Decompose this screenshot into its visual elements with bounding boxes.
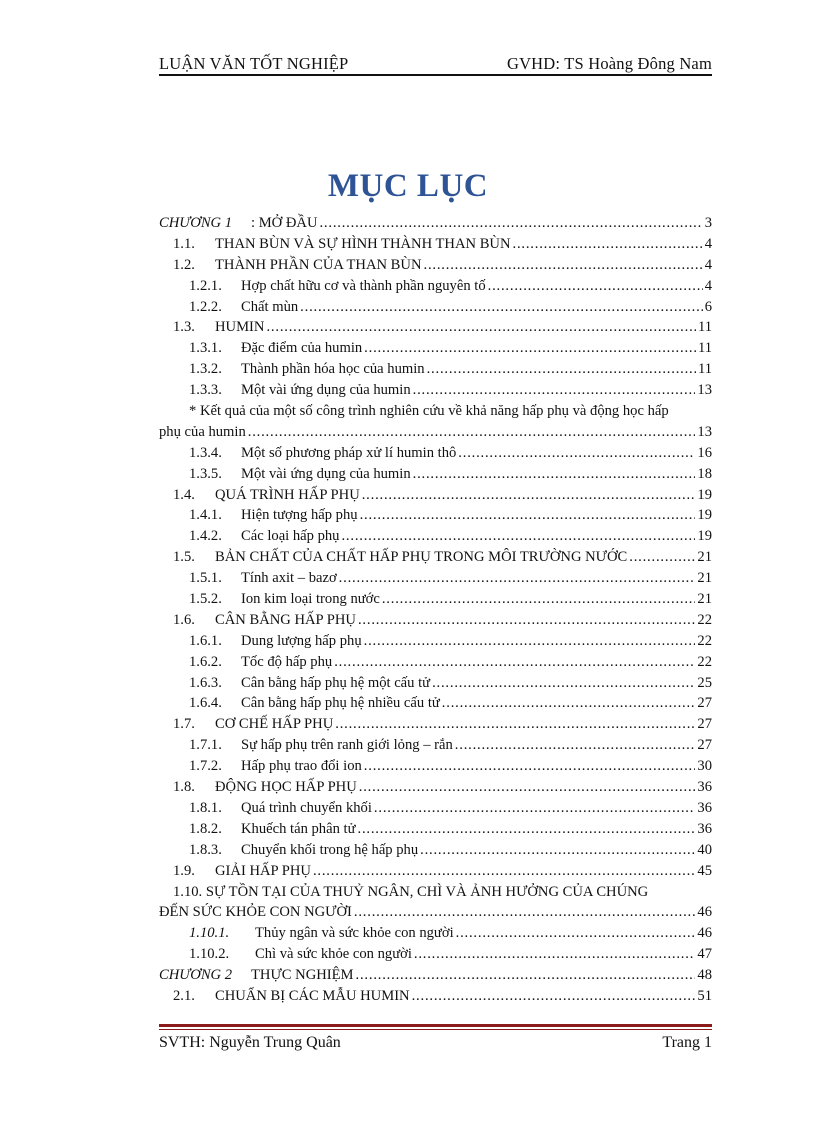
toc-entry-label: Một số phương pháp xử lí humin thô <box>241 444 457 461</box>
toc-entry-page: 22 <box>697 632 712 649</box>
toc-entry-number: 1.5. <box>173 549 195 566</box>
toc-leader-dots <box>458 443 695 464</box>
toc-entry[interactable] <box>159 255 712 276</box>
toc-entry-number: 1.1. <box>173 235 195 252</box>
toc-leader-dots <box>456 923 696 944</box>
toc-entry[interactable] <box>159 422 712 443</box>
toc-leader-dots <box>335 714 695 735</box>
toc-entry-number: 1.3. <box>173 319 195 336</box>
toc-entry[interactable] <box>159 505 712 526</box>
toc-entry[interactable] <box>159 547 712 568</box>
toc-entry[interactable] <box>159 798 712 819</box>
toc-entry[interactable] <box>159 526 712 547</box>
toc-entry-page: 36 <box>697 779 712 796</box>
toc-leader-dots <box>341 526 695 547</box>
toc-entry[interactable] <box>159 485 712 506</box>
toc-entry-label: Khuếch tán phân tử <box>241 820 356 837</box>
toc-entry-number: 1.9. <box>173 862 195 879</box>
toc-entry-page: 51 <box>697 987 712 1004</box>
toc-leader-dots <box>374 798 695 819</box>
toc-entry-label: phụ của humin <box>159 423 246 440</box>
toc-entry-number: 1.3.4. <box>189 444 222 461</box>
toc-entry-page: 18 <box>697 465 712 482</box>
toc-leader-dots <box>364 631 696 652</box>
page-title: MỤC LỤC <box>327 168 489 204</box>
toc-leader-dots <box>362 485 696 506</box>
toc-entry-number: CHƯƠNG 1 <box>159 215 233 231</box>
toc-entry[interactable] <box>159 317 712 338</box>
toc-entry-page: 47 <box>697 946 712 963</box>
toc-entry-page: 30 <box>697 758 712 775</box>
toc-entry-page: 6 <box>704 298 712 315</box>
toc-entry[interactable] <box>159 693 712 714</box>
toc-entry[interactable] <box>159 359 712 380</box>
toc-entry[interactable] <box>159 756 712 777</box>
toc-entry-number: 1.4. <box>173 486 195 503</box>
toc-leader-dots <box>319 213 702 234</box>
toc-leader-dots <box>266 317 695 338</box>
toc-entry[interactable] <box>159 338 712 359</box>
toc-leader-dots <box>427 359 696 380</box>
toc-leader-dots <box>488 276 703 297</box>
toc-entry[interactable] <box>159 276 712 297</box>
toc-entry-number: 1.10.2. <box>189 946 230 963</box>
page-header <box>159 48 712 74</box>
toc-leader-dots <box>414 944 696 965</box>
toc-entry-number: 1.8. <box>173 779 195 796</box>
toc-entry-label: Đặc điểm của humin <box>241 340 363 357</box>
toc-entry-number: 1.10.1. <box>189 925 230 942</box>
toc-entry-label: Sự hấp phụ trên ranh giới lỏng – rắn <box>241 737 453 754</box>
toc-entry[interactable] <box>159 652 712 673</box>
toc-entry-number: 1.2.1. <box>189 277 222 294</box>
toc-entry-label: Hợp chất hữu cơ và thành phần nguyên tố <box>241 277 486 294</box>
toc-entry-label: ĐẾN SỨC KHỎE CON NGƯỜI <box>159 904 352 921</box>
toc-entry-label: Thủy ngân và sức khỏe con người <box>255 925 454 942</box>
toc-entry-page: 21 <box>697 570 712 587</box>
toc-entry-number: 1.4.1. <box>189 507 222 524</box>
toc-entry-number: 1.6.2. <box>189 653 222 670</box>
toc-entry-page: 27 <box>697 716 712 733</box>
toc-entry-number: 1.3.5. <box>189 465 222 482</box>
toc-leader-dots <box>629 547 695 568</box>
toc-leader-dots <box>412 986 696 1007</box>
toc-entry-number: 2.1. <box>173 987 195 1004</box>
toc-leader-dots <box>364 756 696 777</box>
toc-entry-label: BẢN CHẤT CỦA CHẤT HẤP PHỤ TRONG MÔI TRƯỜNG NƯỚC <box>215 549 628 566</box>
toc-entry-page: 22 <box>697 611 712 628</box>
toc-leader-dots <box>413 380 696 401</box>
toc-leader-dots <box>360 505 696 526</box>
toc-entry-page: 11 <box>697 340 712 357</box>
toc-entry-number: 1.8.1. <box>189 799 222 816</box>
header-advisor: GVHD: TS Hoàng Đông Nam <box>506 54 712 73</box>
toc-entry-label: THỰC NGHIỆM <box>251 967 354 984</box>
toc-entry[interactable] <box>159 631 712 652</box>
toc-entry[interactable] <box>159 234 712 255</box>
toc-entry-label: Chuyển khối trong hệ hấp phụ <box>241 841 419 858</box>
table-of-contents <box>159 213 712 1007</box>
toc-entry[interactable] <box>159 443 712 464</box>
toc-entry-number: 1.2. <box>173 256 195 273</box>
toc-entry[interactable] <box>159 777 712 798</box>
toc-leader-dots <box>455 735 696 756</box>
toc-entry-number: 1.5.1. <box>189 570 222 587</box>
header-thesis-label: LUẬN VĂN TỐT NGHIỆP <box>159 54 349 73</box>
toc-entry-label: Một vài ứng dụng của humin <box>241 465 411 482</box>
toc-entry-label: Dung lượng hấp phụ <box>241 632 362 649</box>
toc-entry-label: Cân bằng hấp phụ hệ một cấu tử <box>241 674 431 691</box>
toc-entry-line: 1.10. SỰ TỒN TẠI CỦA THUỶ NGÂN, CHÌ VÀ ẢNH HƯỞNG CỦA CHÚNG <box>173 883 649 900</box>
toc-entry-page: 16 <box>697 444 712 461</box>
toc-entry-page: 25 <box>697 674 712 691</box>
toc-entry[interactable] <box>159 714 712 735</box>
toc-entry-label: CƠ CHẾ HẤP PHỤ <box>215 716 334 733</box>
toc-entry[interactable] <box>159 840 712 861</box>
toc-entry[interactable] <box>159 568 712 589</box>
toc-entry[interactable] <box>159 297 712 318</box>
toc-entry-page: 19 <box>697 486 712 503</box>
toc-entry-label: Ion kim loại trong nước <box>241 591 380 608</box>
toc-entry-label: QUÁ TRÌNH HẤP PHỤ <box>215 486 360 503</box>
toc-entry-number: 1.2.2. <box>189 298 222 315</box>
toc-entry-page: 4 <box>704 256 712 273</box>
toc-leader-dots <box>513 234 703 255</box>
toc-entry-label: CHUẨN BỊ CÁC MẪU HUMIN <box>215 987 410 1004</box>
toc-entry-line: * Kết quả của một số công trình nghiên cứu về khả năng hấp phụ và động học hấp <box>189 403 669 420</box>
toc-entry-label: CÂN BẰNG HẤP PHỤ <box>215 611 356 628</box>
toc-entry-label: Cân bằng hấp phụ hệ nhiều cấu tử <box>241 695 440 712</box>
toc-entry-label: THÀNH PHẦN CỦA THAN BÙN <box>215 256 422 273</box>
toc-leader-dots <box>248 422 696 443</box>
toc-entry-number: 1.3.3. <box>189 382 222 399</box>
toc-entry[interactable] <box>159 735 712 756</box>
toc-entry-label: Một vài ứng dụng của humin <box>241 382 411 399</box>
toc-entry-label: Thành phần hóa học của humin <box>241 361 425 378</box>
toc-entry-number: 1.6. <box>173 611 195 628</box>
toc-entry-label: Các loại hấp phụ <box>241 528 340 545</box>
toc-entry-page: 21 <box>697 591 712 608</box>
toc-leader-dots <box>442 693 696 714</box>
toc-leader-dots <box>358 610 695 631</box>
toc-entry[interactable] <box>159 464 712 485</box>
toc-entry-number: 1.6.1. <box>189 632 222 649</box>
toc-leader-dots <box>382 589 696 610</box>
toc-entry-page: 3 <box>704 215 712 231</box>
toc-entry-label: Quá trình chuyển khối <box>241 799 372 816</box>
toc-entry-number: 1.5.2. <box>189 591 222 608</box>
toc-entry-label: Hiện tượng hấp phụ <box>241 507 358 524</box>
toc-entry[interactable] <box>159 819 712 840</box>
page-footer <box>159 1034 712 1052</box>
toc-entry-page: 45 <box>697 862 712 879</box>
toc-entry[interactable] <box>159 589 712 610</box>
toc-leader-dots <box>420 840 695 861</box>
toc-entry[interactable] <box>159 944 712 965</box>
toc-entry-number: 1.7. <box>173 716 195 733</box>
toc-entry-number: CHƯƠNG 2 <box>159 967 233 984</box>
toc-entry-label: Tính axit – bazơ <box>241 570 337 587</box>
toc-entry-label: Hấp phụ trao đổi ion <box>241 758 362 775</box>
footer-page-number: Trang 1 <box>662 1034 712 1051</box>
footer-student: SVTH: Nguyễn Trung Quân <box>159 1034 341 1051</box>
toc-leader-dots <box>339 568 696 589</box>
toc-entry[interactable] <box>159 213 712 234</box>
toc-leader-dots <box>313 861 695 882</box>
toc-entry-page: 19 <box>697 528 712 545</box>
toc-leader-dots <box>413 464 696 485</box>
toc-entry-page: 46 <box>697 925 712 942</box>
toc-entry-number: 1.6.3. <box>189 674 222 691</box>
toc-entry-page: 27 <box>697 737 712 754</box>
toc-leader-dots <box>359 777 696 798</box>
header-rule <box>159 74 712 76</box>
toc-entry-label: ĐỘNG HỌC HẤP PHỤ <box>215 779 357 796</box>
toc-entry-number: 1.8.3. <box>189 841 222 858</box>
toc-entry-page: 13 <box>697 423 712 440</box>
toc-entry[interactable] <box>159 902 712 923</box>
toc-entry[interactable] <box>159 610 712 631</box>
toc-entry-label: Chất mùn <box>241 298 299 315</box>
toc-leader-dots <box>358 819 696 840</box>
toc-entry-label: Chì và sức khỏe con người <box>255 946 412 963</box>
toc-entry-number: 1.7.1. <box>189 737 222 754</box>
toc-entry-number: 1.3.1. <box>189 340 222 357</box>
toc-entry-page: 22 <box>697 653 712 670</box>
toc-leader-dots <box>354 902 696 923</box>
toc-entry[interactable] <box>159 965 712 986</box>
toc-leader-dots <box>356 965 696 986</box>
toc-entry-label: GIẢI HẤP PHỤ <box>215 862 311 879</box>
toc-entry-number: 1.8.2. <box>189 820 222 837</box>
toc-entry-page: 46 <box>697 904 712 921</box>
toc-entry-number: 1.7.2. <box>189 758 222 775</box>
toc-entry-label: : MỞ ĐẦU <box>251 215 318 231</box>
footer-rule <box>159 1024 712 1030</box>
toc-leader-dots <box>424 255 703 276</box>
toc-entry-number: 1.4.2. <box>189 528 222 545</box>
toc-entry-page: 40 <box>697 841 712 858</box>
toc-entry-number: 1.6.4. <box>189 695 222 712</box>
toc-entry-label: THAN BÙN VÀ SỰ HÌNH THÀNH THAN BÙN <box>215 235 511 252</box>
toc-leader-dots <box>300 297 703 318</box>
toc-entry[interactable] <box>159 861 712 882</box>
toc-leader-dots <box>364 338 696 359</box>
toc-entry-page: 27 <box>697 695 712 712</box>
toc-leader-dots <box>432 673 695 694</box>
toc-entry-label: Tốc độ hấp phụ <box>241 653 333 670</box>
toc-entry-page: 4 <box>704 277 712 294</box>
toc-entry-page: 19 <box>697 507 712 524</box>
toc-entry-label: HUMIN <box>215 319 265 336</box>
toc-leader-dots <box>334 652 695 673</box>
toc-entry[interactable] <box>159 380 712 401</box>
toc-entry-number: 1.3.2. <box>189 361 222 378</box>
toc-entry-page: 48 <box>697 967 712 984</box>
toc-entry-page: 11 <box>697 361 712 378</box>
toc-entry-page: 11 <box>697 319 712 336</box>
toc-entry-page: 13 <box>697 382 712 399</box>
toc-entry-page: 21 <box>697 549 712 566</box>
toc-entry[interactable] <box>159 986 712 1007</box>
toc-entry[interactable] <box>159 673 712 694</box>
toc-entry[interactable] <box>159 923 712 944</box>
toc-entry-page: 36 <box>697 820 712 837</box>
toc-entry-page: 36 <box>697 799 712 816</box>
toc-entry-page: 4 <box>704 235 712 252</box>
